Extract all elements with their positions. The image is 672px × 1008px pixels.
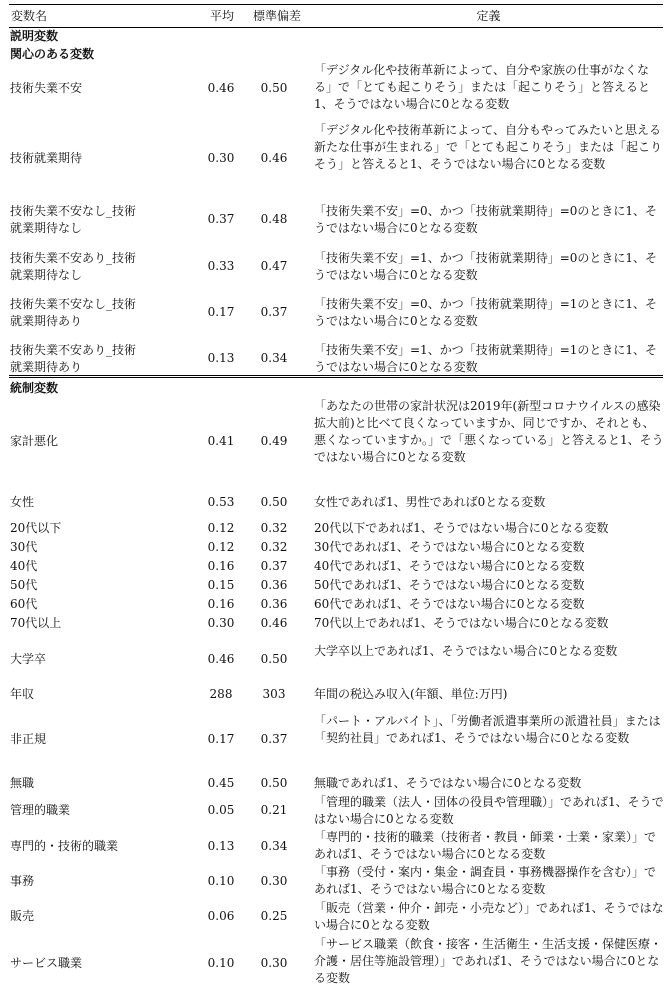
section-divider <box>9 375 663 378</box>
definition-text: 大学卒以上であれば1、そうではない場合に0となる変数 <box>314 644 618 658</box>
sd-value: 0.46 <box>260 151 288 165</box>
definition-text: 「販売（営業・仲介・卸売・小売など）」であれば1、そうではない場合に0となる変数 <box>314 901 664 932</box>
mean-value: 0.46 <box>207 652 235 666</box>
variable-name: サービス職業 <box>10 956 83 970</box>
variable-name <box>10 250 150 284</box>
sd-value: 303 <box>262 687 286 701</box>
variable-name <box>10 342 150 376</box>
sd-value: 0.37 <box>260 559 288 573</box>
definition-text: 無職であれば1、そうではない場合に0となる変数 <box>314 776 582 790</box>
definition-text: 「パート・アルバイト」、「労働者派遣事業所の派遣社員」または「契約社員」であれば1、そうではない場合に0となる変数 <box>314 714 661 745</box>
definition-text: 「サービス職業（飲食・接客・生活衛生・生活支援・保健医療・介護・居住等施設管理）」であれば1、そうではない場合に0となる変数 <box>314 937 663 985</box>
section-explanatory: 説明変数 <box>10 29 59 43</box>
mean-value: 0.13 <box>207 351 235 365</box>
header-variable: 変数名 <box>11 9 48 23</box>
variable-name: 60代 <box>10 597 38 611</box>
variable-name: 技術失業不安 <box>10 81 83 95</box>
definition-text: 60代であれば1、そうではない場合に0となる変数 <box>314 597 585 611</box>
definition-text: 「技術失業不安」=1、かつ「技術就業期待」=1のときに1、そうではない場合に0となる変数 <box>314 343 658 374</box>
definition-text: 女性であれば1、男性であれば0となる変数 <box>314 495 546 509</box>
definition-text: 「技術失業不安」=0、かつ「技術就業期待」=0のときに1、そうではない場合に0となる変数 <box>314 204 658 235</box>
definition-text: 年間の税込み収入(年額、単位:万円) <box>314 687 508 701</box>
sd-value: 0.25 <box>260 909 288 923</box>
variable-name: 無職 <box>10 776 35 790</box>
sd-value: 0.36 <box>260 597 288 611</box>
sd-value: 0.37 <box>260 732 288 746</box>
mean-value: 0.30 <box>207 151 235 165</box>
sd-value: 0.49 <box>260 434 288 448</box>
sd-value: 0.32 <box>260 540 288 554</box>
mean-value: 0.17 <box>207 305 235 319</box>
mean-value: 288 <box>209 687 233 701</box>
sd-value: 0.30 <box>260 874 288 888</box>
sd-value: 0.48 <box>260 212 288 226</box>
mean-value: 0.37 <box>207 212 235 226</box>
definition-text: 「技術失業不安」=1、かつ「技術就業期待」=0のときに1、そうではない場合に0となる変数 <box>314 251 658 282</box>
variable-name: 家計悪化 <box>10 434 59 448</box>
mean-value: 0.12 <box>207 540 235 554</box>
mean-value: 0.13 <box>207 839 235 853</box>
section-interest: 関心のある変数 <box>10 47 95 61</box>
sd-value: 0.46 <box>260 616 288 630</box>
mean-value: 0.33 <box>207 259 235 273</box>
variable-name-text: 技術失業不安あり_技術就業期待なし <box>10 251 137 282</box>
variable-name-text: 技術失業不安なし_技術就業期待あり <box>10 297 137 328</box>
mean-value: 0.53 <box>207 495 235 509</box>
definition-text: 「あなたの世帯の家計状況は2019年(新型コロナウイルスの感染拡大前)と比べて良くなっていますか、同じですか、それとも、悪くなっていますか。」で「悪くなっている」と答えると1、そうではない場合に0となる変数 <box>314 399 664 464</box>
mean-value: 0.10 <box>207 956 235 970</box>
variable-name: 70代以上 <box>10 616 62 630</box>
definition-text: 20代以下であれば1、そうではない場合に0となる変数 <box>314 521 609 535</box>
variable-name: 年収 <box>10 687 35 701</box>
variable-name: 事務 <box>10 874 35 888</box>
sd-value: 0.47 <box>260 259 288 273</box>
sd-value: 0.32 <box>260 521 288 535</box>
mean-value: 0.16 <box>207 559 235 573</box>
definition-text: 「技術失業不安」=0、かつ「技術就業期待」=1のときに1、そうではない場合に0となる変数 <box>314 297 658 328</box>
mean-value: 0.15 <box>207 578 235 592</box>
definition-text: 「事務（受付・案内・集金・調査員・事務機器操作を含む）」であれば1、そうではない場合に0となる変数 <box>314 865 657 896</box>
definition-text: 40代であれば1、そうではない場合に0となる変数 <box>314 559 585 573</box>
header-sd: 標準偏差 <box>252 9 301 23</box>
sd-value: 0.36 <box>260 578 288 592</box>
mean-value: 0.10 <box>207 874 235 888</box>
section-control: 統制変数 <box>10 381 59 395</box>
variable-name-text: 技術失業不安あり_技術就業期待あり <box>10 343 137 374</box>
variable-name-text: 技術失業不安なし_技術就業期待なし <box>10 204 137 235</box>
definition-text: 70代以上であれば1、そうではない場合に0となる変数 <box>314 616 609 630</box>
definition-text: 「デジタル化や技術革新によって、自分や家族の仕事がなくなる」で「とても起こりそう」または「起こりそう」と答えると1、そうではない場合に0となる変数 <box>314 63 651 111</box>
definition-text: 50代であれば1、そうではない場合に0となる変数 <box>314 578 585 592</box>
variable-name: 40代 <box>10 559 38 573</box>
sd-value: 0.50 <box>260 81 288 95</box>
variable-name: 販売 <box>10 909 35 923</box>
mean-value: 0.41 <box>207 434 235 448</box>
variable-name: 20代以下 <box>10 521 62 535</box>
mean-value: 0.12 <box>207 521 235 535</box>
definition-text: 「デジタル化や技術革新によって、自分もやってみたいと思える新たな仕事が生まれる」で「とても起こりそう」または「起こりそう」と答えると1、そうではない場合に0となる変数 <box>314 123 663 171</box>
variable-name <box>10 203 150 237</box>
variable-name: 専門的・技術的職業 <box>10 839 119 853</box>
variable-name: 女性 <box>10 495 35 509</box>
mean-value: 0.30 <box>207 616 235 630</box>
definition-text: 「管理的職業（法人・団体の役員や管理職）」であれば1、そうではない場合に0となる変数 <box>314 795 664 826</box>
mean-value: 0.17 <box>207 732 235 746</box>
definition-text: 30代であれば1、そうではない場合に0となる変数 <box>314 540 585 554</box>
mean-value: 0.45 <box>207 776 235 790</box>
sd-value: 0.50 <box>260 652 288 666</box>
header-mean: 平均 <box>209 9 234 23</box>
sd-value: 0.34 <box>260 351 288 365</box>
variable-name: 非正規 <box>10 732 47 746</box>
mean-value: 0.16 <box>207 597 235 611</box>
variable-name: 50代 <box>10 578 38 592</box>
variable-name: 管理的職業 <box>10 803 71 817</box>
sd-value: 0.37 <box>260 305 288 319</box>
header-definition: 定義 <box>476 9 501 23</box>
sd-value: 0.50 <box>260 776 288 790</box>
mean-value: 0.46 <box>207 81 235 95</box>
sd-value: 0.34 <box>260 839 288 853</box>
variable-name: 30代 <box>10 540 38 554</box>
sd-value: 0.21 <box>260 803 288 817</box>
mean-value: 0.05 <box>207 803 235 817</box>
table-header <box>9 4 663 28</box>
sd-value: 0.30 <box>260 956 288 970</box>
sd-value: 0.50 <box>260 495 288 509</box>
variable-name <box>10 296 150 330</box>
variable-name: 技術就業期待 <box>10 151 83 165</box>
mean-value: 0.06 <box>207 909 235 923</box>
variable-name: 大学卒 <box>10 652 47 666</box>
definition-text: 「専門的・技術的職業（技術者・教員・師業・士業・家業）」であれば1、そうではない場合に0となる変数 <box>314 830 657 861</box>
